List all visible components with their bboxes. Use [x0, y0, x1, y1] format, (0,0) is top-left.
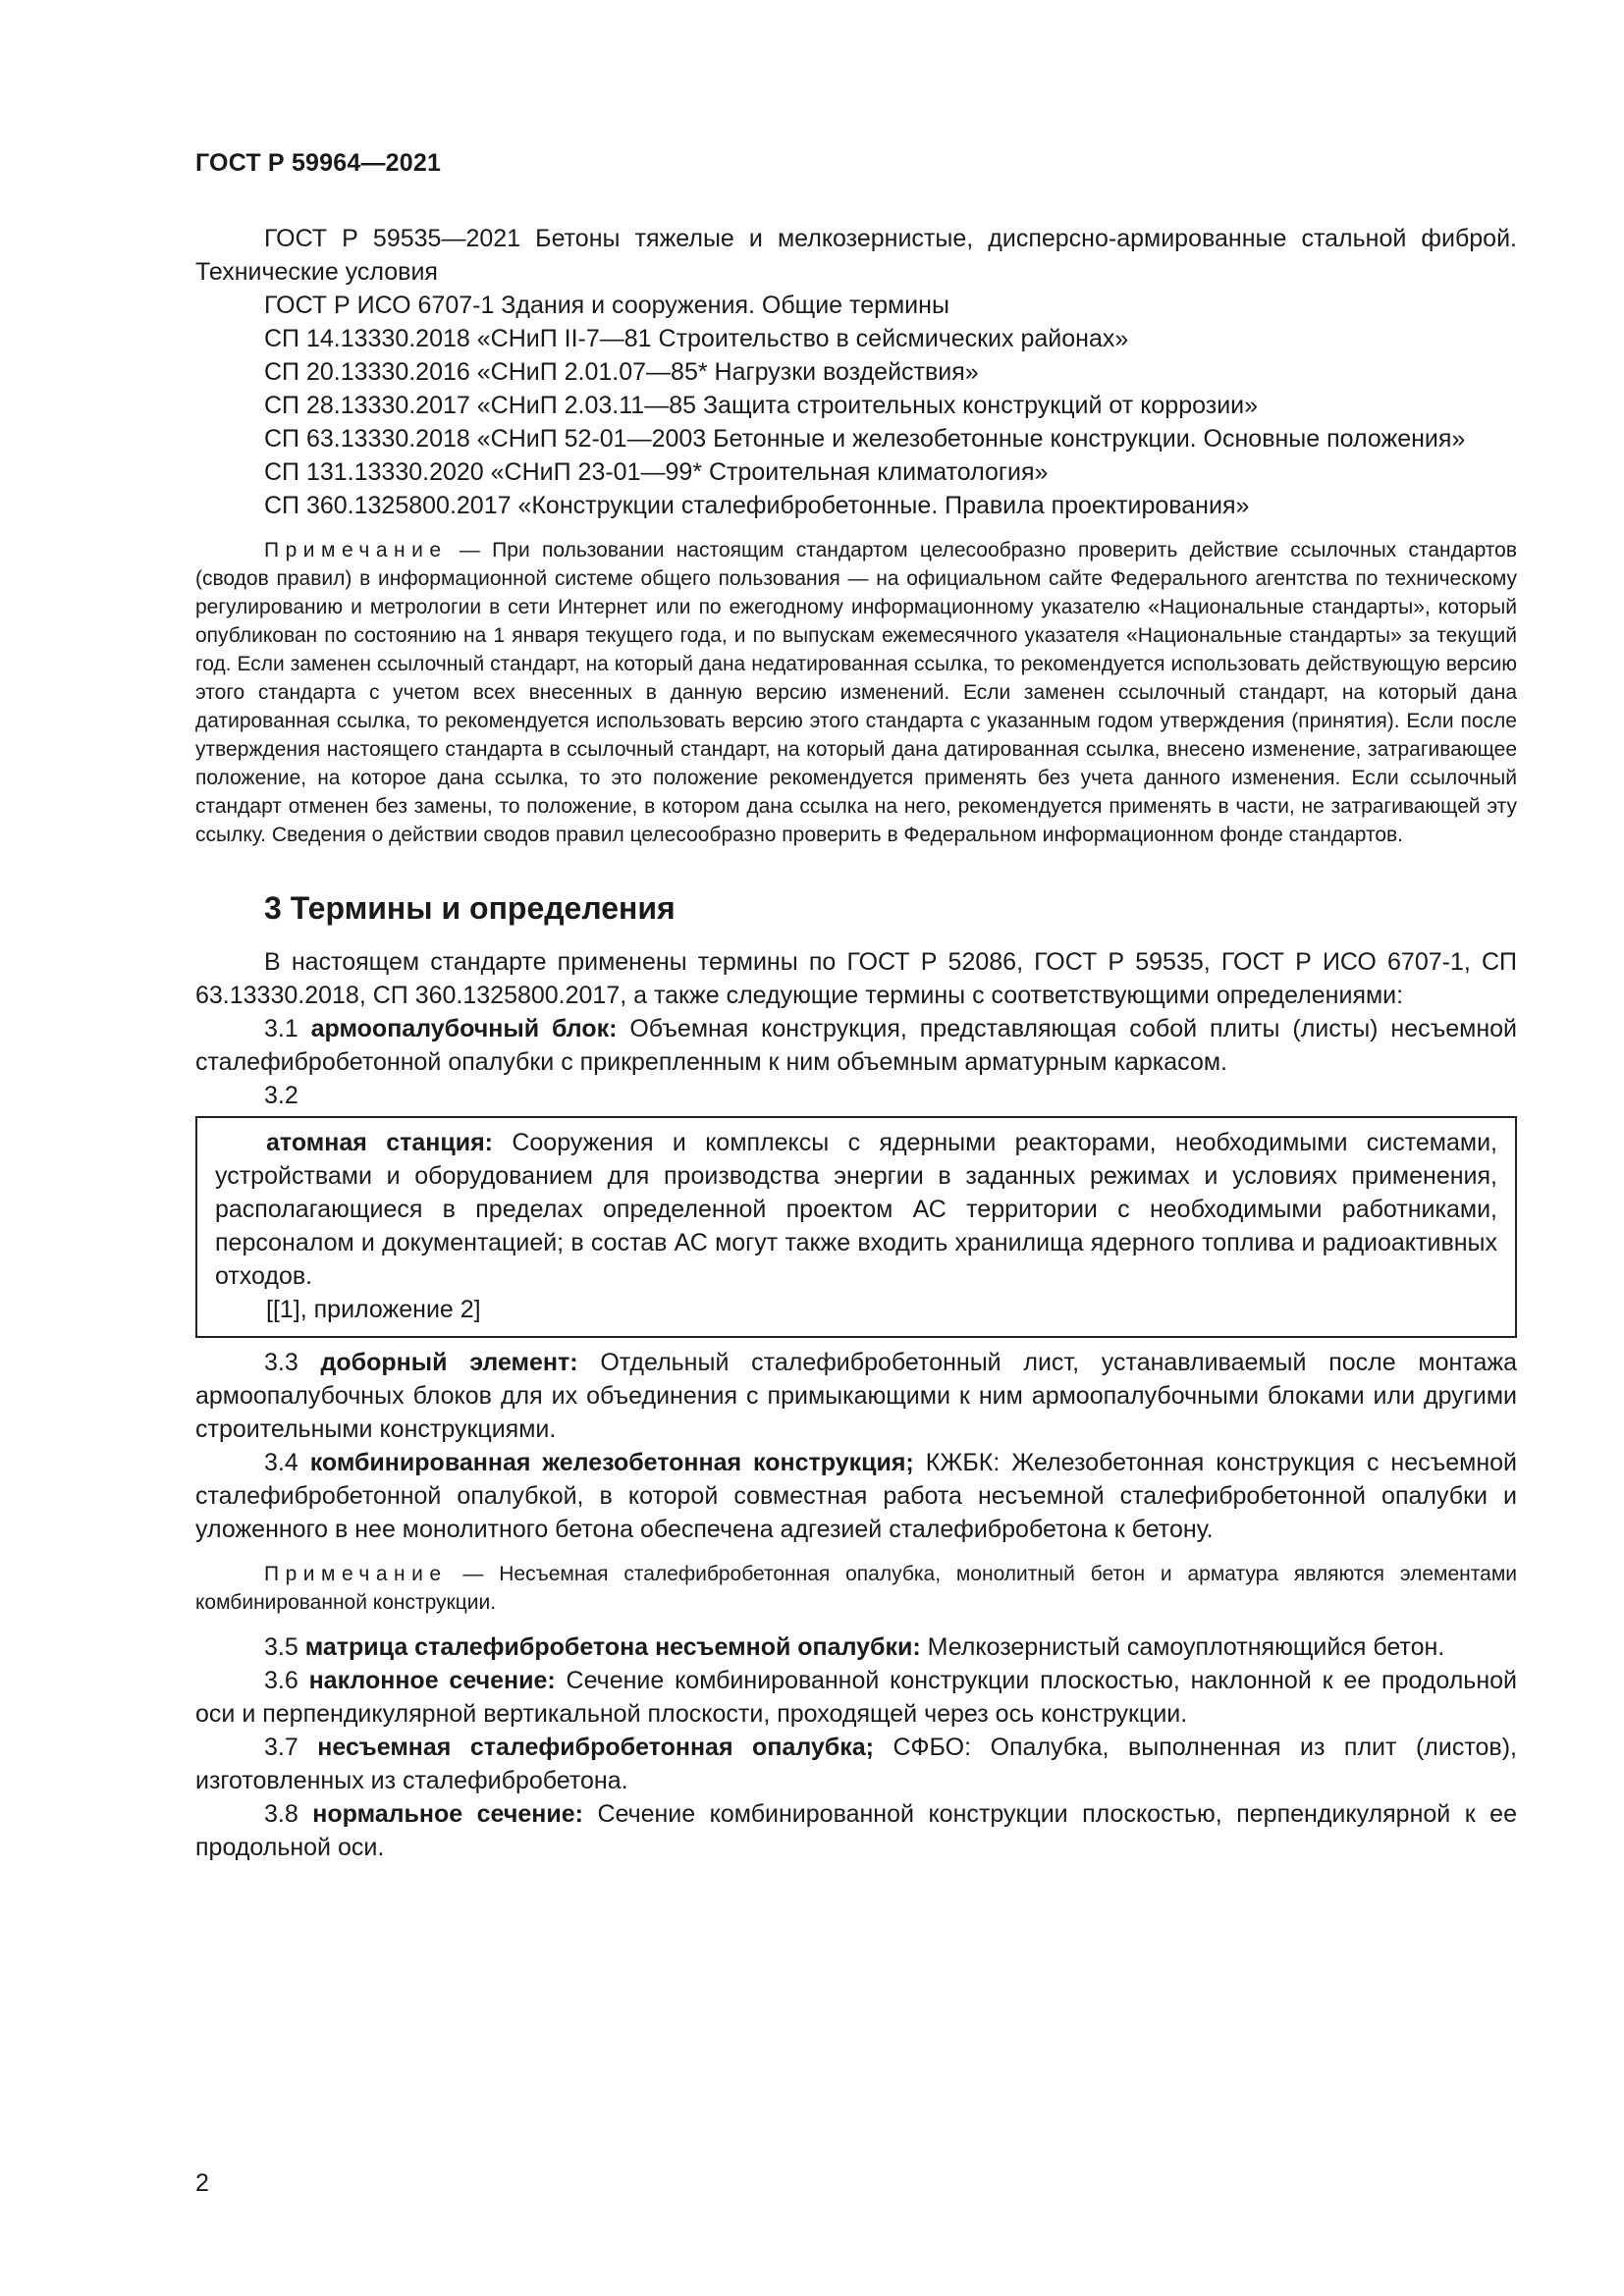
term-name: несъемная сталефибробетонная опалубка; — [317, 1734, 874, 1761]
term-definition: Сооружения и комплексы с ядерными реакторами, необходимыми системами, устройствами и оборудованием для производства энергии в заданных режимах и условиях применения, располагающиеся в пределах определенной проектом АС территории с необходимыми работниками, персоналом и документацией; в состав АС могут также входить хранилища ядерного топлива и радиоактивных отходов. — [215, 1129, 1497, 1290]
term-definition: Объемная конструкция, представляющая собой плиты (листы) несъемной сталефибробетонной опалубки с прикрепленным к ним объемным арматурным каркасом. — [195, 1015, 1517, 1076]
note-references — [195, 536, 1517, 849]
term-definition: СФБО: Опалубка, выполненная из плит (листов), изготовленных из сталефибробетона. — [195, 1734, 1517, 1794]
term-number-3-2: 3.2 — [264, 1082, 298, 1109]
reference-item: ГОСТ Р 59535—2021 Бетоны тяжелые и мелкозернистые, дисперсно-армированные стальной фиброй. Технические условия — [195, 225, 1517, 286]
term-name: наклонное сечение: — [308, 1667, 556, 1694]
term-name: атомная станция: — [266, 1129, 493, 1156]
term-number: 3.8 — [264, 1800, 313, 1828]
term-definition: Сечение комбинированной конструкции плоскостью, наклонной к ее продольной оси и перпендикулярной вертикальной плоскости, проходящей через ось конструкции. — [195, 1667, 1517, 1728]
term-name: комбинированная железобетонная конструкция; — [309, 1449, 914, 1476]
term-3-2-box — [195, 1116, 1517, 1338]
term-definition: Мелкозернистый самоуплотняющийся бетон. — [920, 1633, 1445, 1661]
term-number: 3.4 — [264, 1449, 310, 1476]
note-3-4 — [195, 1560, 1517, 1617]
note-text: При пользовании настоящим стандартом целесообразно проверить действие ссылочных стандартов (сводов правил) в информационной системе общего пользования — на официальном сайте Федерального агентства по техническому регулированию и метрологии в сети Интернет или по ежегодному информационному указателю «Национальные стандарты», который опубликован по состоянию на 1 января текущего года, и по выпускам ежемесячного указателя «Национальные стандарты» за текущий год. Если заменен ссылочный стандарт, на который дана недатированная ссылка, то рекомендуется использовать действующую версию этого стандарта с учетом всех внесенных в данную версию изменений. Если заменен ссылочный стандарт, на который дана датированная ссылка, то рекомендуется использовать версию этого стандарта с указанным годом утверждения (принятия). Если после утверждения настоящего стандарта в ссылочный стандарт, на который дана датированная ссылка, внесено изменение, затрагивающее положение, на которое дана ссылка, то это положение рекомендуется применять без учета данного изменения. Если ссылочный стандарт отменен без замены, то положение, в котором дана ссылка на него, рекомендуется применять в части, не затрагивающей эту ссылку. Сведения о действии сводов правил целесообразно проверить в Федеральном информационном фонде стандартов. — [195, 539, 1518, 846]
page-number: 2 — [195, 2169, 209, 2197]
reference-item: СП 20.13330.2016 «СНиП 2.01.07—85* Нагрузки воздействия» — [264, 358, 979, 386]
term-source: [[1], приложение 2] — [266, 1296, 481, 1323]
page-body — [195, 222, 1517, 1864]
term-number: 3.1 — [264, 1015, 311, 1042]
reference-item: СП 14.13330.2018 «СНиП II-7—81 Строительство в сейсмических районах» — [264, 325, 1129, 352]
term-name: матрица сталефибробетона несъемной опалубки: — [304, 1633, 921, 1661]
term-name: нормальное сечение: — [312, 1800, 583, 1828]
term-number: 3.5 — [264, 1633, 305, 1661]
note-text: Несъемная сталефибробетонная опалубка, монолитный бетон и арматура являются элементами комбинированной конструкции. — [195, 1563, 1518, 1614]
term-name: армоопалубочный блок: — [310, 1015, 618, 1042]
note-label: Примечание — [264, 539, 448, 561]
term-number: 3.3 — [264, 1349, 321, 1376]
term-definition: Отдельный сталефибробетонный лист, устанавливаемый после монтажа армоопалубочных блоков для их объединения с примыкающими к ним армоопалубочными блоками или другими строительными конструкциями. — [195, 1349, 1518, 1443]
note-label: Примечание — [264, 1563, 448, 1585]
term-3-4 — [195, 1446, 1517, 1546]
term-3-3 — [195, 1346, 1517, 1446]
term-3-1 — [195, 1012, 1517, 1079]
reference-item: СП 131.13330.2020 «СНиП 23-01—99* Строительная климатология» — [264, 458, 1049, 486]
section-intro: В настоящем стандарте применены термины по ГОСТ Р 52086, ГОСТ Р 59535, ГОСТ Р ИСО 6707-1, СП 63.13330.2018, СП 360.1325800.2017, а также следующие термины с соответствующими определениями: — [195, 948, 1517, 1009]
section-title: 3 Термины и определения — [264, 890, 676, 926]
term-number: 3.7 — [264, 1734, 318, 1761]
term-3-5 — [195, 1630, 1517, 1664]
term-3-2 — [215, 1126, 1497, 1293]
term-3-8 — [195, 1797, 1517, 1864]
document-header: ГОСТ Р 59964—2021 — [195, 149, 442, 177]
term-definition: КЖБК: Железобетонная конструкция с несъемной сталефибробетонной опалубкой, в которой совместная работа несъемной сталефибробетонной опалубки и уложенного в нее монолитного бетона обеспечена адгезией сталефибробетона к бетону. — [195, 1449, 1517, 1543]
reference-item: ГОСТ Р ИСО 6707-1 Здания и сооружения. Общие термины — [264, 292, 949, 319]
term-definition: Сечение комбинированной конструкции плоскостью, перпендикулярной к ее продольной оси. — [195, 1800, 1517, 1861]
term-3-7 — [195, 1731, 1517, 1797]
reference-item: СП 28.13330.2017 «СНиП 2.03.11—85 Защита строительных конструкций от коррозии» — [264, 392, 1259, 419]
term-number: 3.6 — [264, 1667, 309, 1694]
reference-item: СП 360.1325800.2017 «Конструкции сталефибробетонные. Правила проектирования» — [264, 492, 1250, 519]
note-dash: — — [447, 1563, 500, 1585]
term-name: доборный элемент: — [320, 1349, 578, 1376]
note-dash: — — [447, 539, 493, 561]
reference-item: СП 63.13330.2018 «СНиП 52-01—2003 Бетонные и железобетонные конструкции. Основные положения» — [264, 425, 1466, 453]
term-3-6 — [195, 1664, 1517, 1731]
